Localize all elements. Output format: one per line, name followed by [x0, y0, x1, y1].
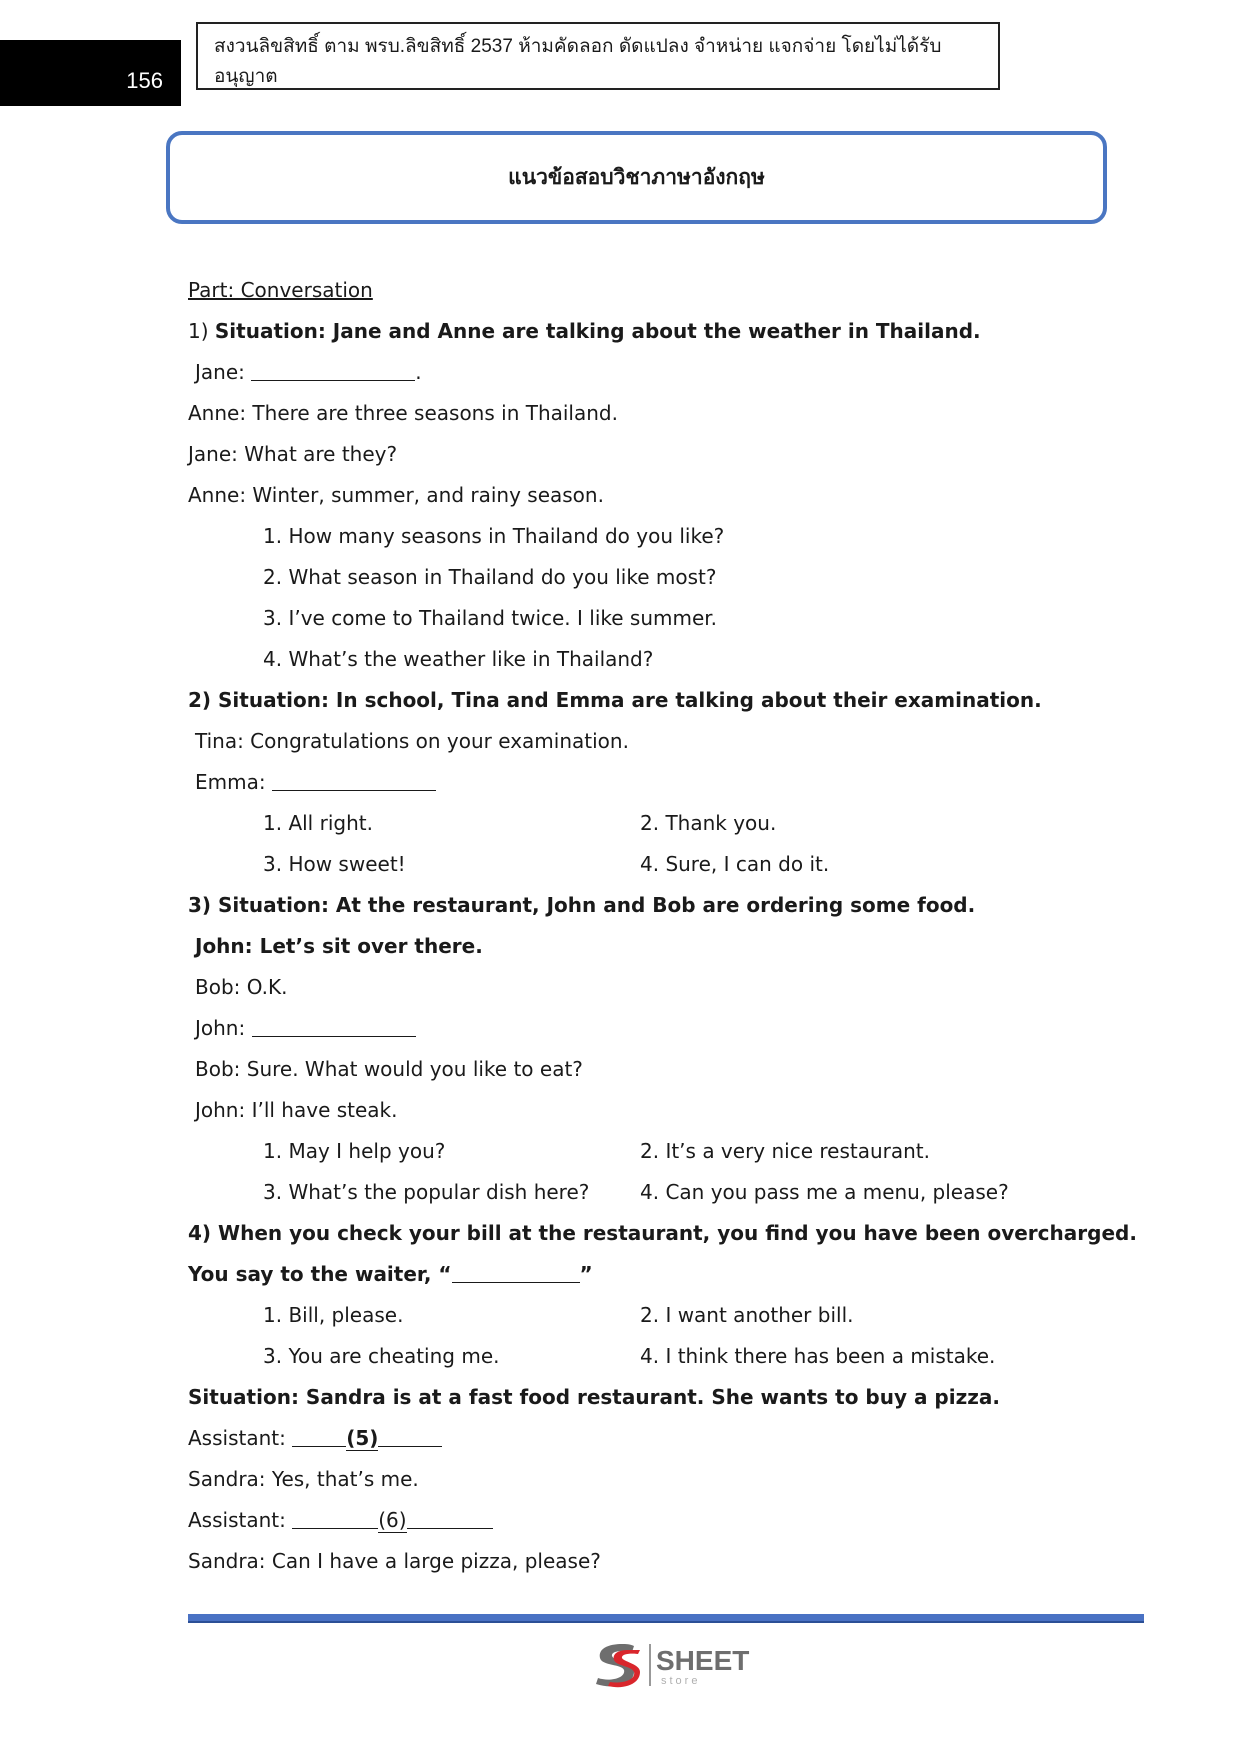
section-title: Part: Conversation: [188, 278, 373, 302]
q3-option-2: 2. It’s a very nice restaurant.: [640, 1139, 931, 1163]
footer-rule: [188, 1614, 1144, 1623]
q2-option-2: 2. Thank you.: [640, 811, 777, 835]
sheet-store-logo: [592, 1638, 762, 1690]
q2-options-row-2: [188, 848, 1088, 889]
q5-dialogue-3-text: Assistant:: [188, 1508, 293, 1532]
q4-option-1: 1. Bill, please.: [263, 1303, 404, 1327]
answer-blank: [251, 358, 415, 381]
q3-dialogue-2: Bob: O.K.: [195, 975, 288, 999]
exam-content: [188, 274, 1137, 1586]
q2-options-row-1: [188, 807, 1088, 848]
question-4-line-1: 4) When you check your bill at the restaurant, you find you have been overcharged.: [188, 1221, 1137, 1245]
answer-blank: [292, 1506, 378, 1529]
answer-blank: [378, 1424, 442, 1447]
q1-dialogue-1: [188, 356, 1088, 397]
blank-marker-6: (6): [378, 1508, 407, 1532]
q4-options-row-1: [188, 1299, 1088, 1340]
q1-dialogue-4: Anne: Winter, summer, and rainy season.: [188, 483, 604, 507]
copyright-text: สงวนลิขสิทธิ์ ตาม พรบ.ลิขสิทธิ์ 2537 ห้ามคัดลอก ดัดแปลง จำหน่าย แจกจ่าย โดยไม่ได้รับอนุญาต: [214, 36, 942, 87]
question-1-situation: [188, 315, 1088, 356]
question-5-situation: Situation: Sandra is at a fast food restaurant. She wants to buy a pizza.: [188, 1385, 1000, 1409]
q4-option-3: 3. You are cheating me.: [263, 1344, 500, 1368]
q3-options-row-2: [188, 1176, 1088, 1217]
q4-option-2: 2. I want another bill.: [640, 1303, 854, 1327]
q1-option-1: 1. How many seasons in Thailand do you like?: [263, 524, 725, 548]
q1-dialogue-1-text: Jane:: [195, 360, 252, 384]
answer-blank: [292, 1424, 346, 1447]
q3-dialogue-3-text: John:: [195, 1016, 252, 1040]
q1-dialogue-3: Jane: What are they?: [188, 442, 398, 466]
logo-subtext: store: [661, 1675, 701, 1687]
question-4-line-2: [188, 1258, 1088, 1299]
answer-blank: [407, 1506, 493, 1529]
q3-dialogue-4: Bob: Sure. What would you like to eat?: [195, 1057, 583, 1081]
q4-prompt-start: You say to the waiter, “: [188, 1262, 452, 1286]
q2-dialogue-2: [188, 766, 1088, 807]
q1-option-4: 4. What’s the weather like in Thailand?: [263, 647, 654, 671]
answer-blank: [452, 1260, 580, 1283]
document-title: แนวข้อสอบวิชาภาษาอังกฤษ: [508, 166, 765, 189]
q3-options-row-1: [188, 1135, 1088, 1176]
q3-option-3: 3. What’s the popular dish here?: [263, 1180, 590, 1204]
q3-dialogue-5: John: I’ll have steak.: [195, 1098, 398, 1122]
q1-option-2: 2. What season in Thailand do you like most?: [263, 565, 717, 589]
q5-dialogue-3: [188, 1504, 1088, 1545]
answer-blank: [252, 1014, 416, 1037]
q5-dialogue-1: [188, 1422, 1088, 1463]
q3-option-4: 4. Can you pass me a menu, please?: [640, 1180, 1009, 1204]
page-number: 156: [126, 68, 163, 93]
blank-marker-5: (5): [346, 1426, 379, 1450]
q1-dialogue-2: Anne: There are three seasons in Thailand.: [188, 401, 618, 425]
q5-dialogue-4: Sandra: Can I have a large pizza, please?: [188, 1549, 601, 1573]
logo-text: SHEET: [656, 1645, 750, 1676]
q3-dialogue-3: [188, 1012, 1088, 1053]
q2-dialogue-2-text: Emma:: [195, 770, 272, 794]
q1-option-3: 3. I’ve come to Thailand twice. I like summer.: [263, 606, 718, 630]
question-1-number: 1): [188, 319, 215, 343]
q2-option-4: 4. Sure, I can do it.: [640, 852, 830, 876]
q1-dialogue-1-end: .: [415, 360, 422, 384]
q2-option-3: 3. How sweet!: [263, 852, 406, 876]
q2-option-1: 1. All right.: [263, 811, 373, 835]
q3-option-1: 1. May I help you?: [263, 1139, 446, 1163]
question-2-situation: 2) Situation: In school, Tina and Emma are talking about their examination.: [188, 688, 1042, 712]
question-1-situation-text: Situation: Jane and Anne are talking about the weather in Thailand.: [214, 319, 981, 343]
q5-dialogue-2: Sandra: Yes, that’s me.: [188, 1467, 419, 1491]
answer-blank: [272, 768, 436, 791]
q4-options-row-2: [188, 1340, 1088, 1381]
page-number-tab: [0, 40, 181, 106]
document-title-box: [166, 131, 1107, 224]
q3-dialogue-1: John: Let’s sit over there.: [195, 934, 483, 958]
q5-dialogue-1-text: Assistant:: [188, 1426, 293, 1450]
q4-option-4: 4. I think there has been a mistake.: [640, 1344, 996, 1368]
q2-dialogue-1: Tina: Congratulations on your examination.: [195, 729, 629, 753]
q4-prompt-end: ”: [579, 1262, 593, 1286]
copyright-notice: [196, 22, 1000, 90]
sheet-store-logo-icon: [592, 1638, 762, 1690]
question-3-situation: 3) Situation: At the restaurant, John and Bob are ordering some food.: [188, 893, 976, 917]
